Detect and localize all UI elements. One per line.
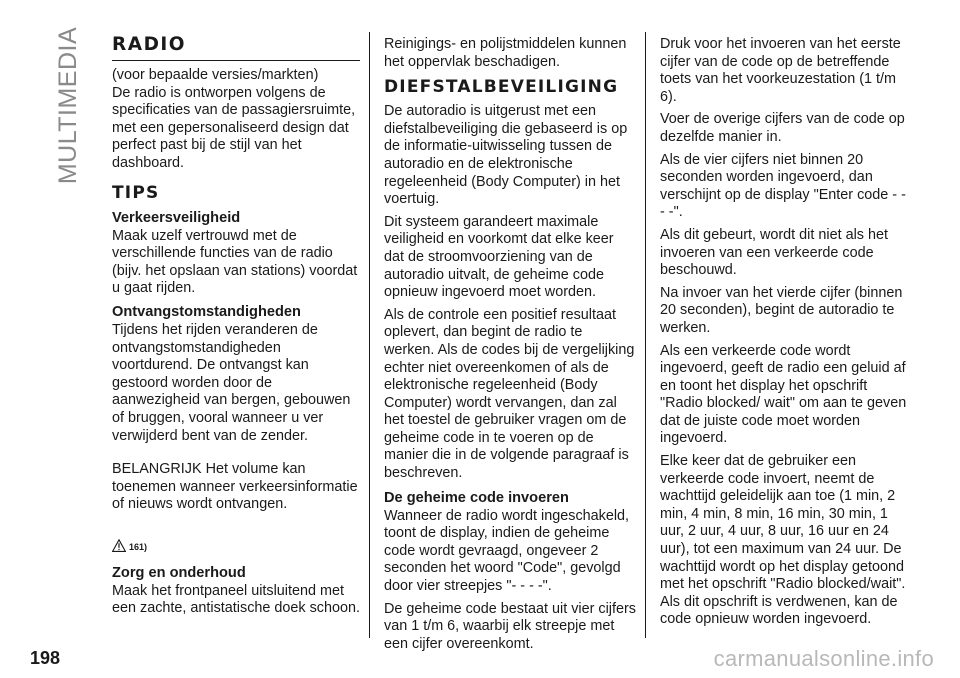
code-entry-timeout-note: Als dit gebeurt, wordt dit niet als het invoeren van een verkeerde code beschouwd. <box>660 226 888 279</box>
column-divider-1 <box>369 32 370 638</box>
section-side-tab-label: MULTIMEDIA <box>54 26 83 184</box>
warning-triangle-icon <box>112 539 126 552</box>
warning-reference <box>112 532 360 552</box>
page-number: 198 <box>30 648 61 668</box>
anti-theft-security-text: Dit systeem garandeert maximale veiligheid en voorkomt dat elke keer dat de stroomvoorziening van de autoradio uitvalt, de geheime code opnieuw ingevoerd moet worden. <box>384 213 614 301</box>
code-entry-remaining-text: Voer de overige cijfers van de code op dezelfde manier in. <box>660 111 905 145</box>
tips-heading: TIPS <box>112 182 160 203</box>
secret-code-heading: De geheime code invoeren <box>384 489 569 506</box>
site-watermark: carmanualsonline.info <box>713 646 934 671</box>
column-3 <box>660 36 908 634</box>
warning-reference-number: 161) <box>129 541 148 552</box>
traffic-safety-heading: Verkeersveiligheid <box>112 209 241 226</box>
radio-heading: RADIO <box>112 36 360 61</box>
cleaning-warning-text: Reinigings- en polijstmiddelen kunnen het oppervlak beschadigen. <box>384 36 627 70</box>
anti-theft-check-text: Als de controle een positief resultaat oplevert, dan begint de radio te werken. Als de codes bij de vergelijking echter niet overeenkomen of als de elektronische regeleenheid (Body Computer) wordt vervangen, dan zal het toestel de gebruiker vragen om de geheime code in te voeren op de manier die in de volgende paragraaf is beschreven. <box>384 306 635 482</box>
column-2 <box>384 36 636 658</box>
column-divider-2 <box>645 32 646 638</box>
reception-conditions-text: Tijdens het rijden veranderen de ontvangstomstandigheden voortdurend. De ontvangst kan gestoord worden door de aanwezigheid van bergen, gebouwen of bruggen, vooral wanneer u ver verwijderd bent van de zender. <box>112 321 351 444</box>
radio-intro-text: De radio is ontworpen volgens de specificaties van de passagiersruimte, met een gepersonaliseerd design dat perfect past bij de stijl van het dashboard. <box>112 84 356 171</box>
wrong-code-wait-text: Elke keer dat de gebruiker een verkeerde code invoert, neemt de wachttijd geleidelijk aan toe (1 min, 2 min, 4 min, 8 min, 16 min, 30 min, 1 uur, 2 uur, 4 uur, 8 uur, 16 uur en 24 uur), tot een maximum van 24 uur. De wachttijd wordt op het display getoond met het opschrift "Radio blocked/wait". Als dit opschrift is verdwenen, kan de code opnieuw worden ingevoerd. <box>660 453 906 628</box>
radio-versions-note: (voor bepaalde versies/markten) <box>112 67 319 83</box>
secret-code-format-text: De geheime code bestaat uit vier cijfers van 1 t/m 6, waarbij elk streepje met een cijfer overeenkomt. <box>384 600 636 652</box>
code-entry-timeout-text: Als de vier cijfers niet binnen 20 seconden worden ingevoerd, dan verschijnt op de display "Enter code - - - -". <box>660 151 906 221</box>
code-entry-first-digit-text: Druk voor het invoeren van het eerste cijfer van de code op de betreffende toets van het voorkeuzestation (1 t/m 6). <box>660 36 901 105</box>
anti-theft-intro-text: De autoradio is uitgerust met een diefstalbeveiliging die gebaseerd is op de informatie-uitwisseling tussen de autoradio en de elektronische regeleenheid (Body Computer) in het voertuig. <box>384 103 628 208</box>
column-1 <box>112 36 360 623</box>
anti-theft-heading: DIEFSTALBEVEILIGING <box>384 77 619 98</box>
care-maintenance-heading: Zorg en onderhoud <box>112 564 246 581</box>
care-maintenance-text: Maak het frontpaneel uitsluitend met een zachte, antistatische doek schoon. <box>112 582 360 617</box>
traffic-safety-text: Maak uzelf vertrouwd met de verschillende functies van de radio (bijv. het opslaan van stations) voordat u gaat rijden. <box>112 227 358 297</box>
wrong-code-text: Als een verkeerde code wordt ingevoerd, geeft de radio een geluid af en toont het display het opschrift "Radio blocked/ wait" om aan te geven dat de juiste code moet worden ingevoerd. <box>660 342 907 447</box>
secret-code-prompt-text: Wanneer de radio wordt ingeschakeld, toont de display, indien de geheime code wordt gevraagd, ongeveer 2 seconden het woord "Code", gevolgd door vier streepjes "- - - -". <box>384 507 630 595</box>
important-volume-note: BELANGRIJK Het volume kan toenemen wanneer verkeersinformatie of nieuws wordt ontvangen. <box>112 461 358 513</box>
reception-conditions-heading: Ontvangstomstandigheden <box>112 303 301 320</box>
code-entry-success-text: Na invoer van het vierde cijfer (binnen 20 seconden), begint de autoradio te werken. <box>660 284 903 336</box>
section-side-tab <box>52 26 86 184</box>
